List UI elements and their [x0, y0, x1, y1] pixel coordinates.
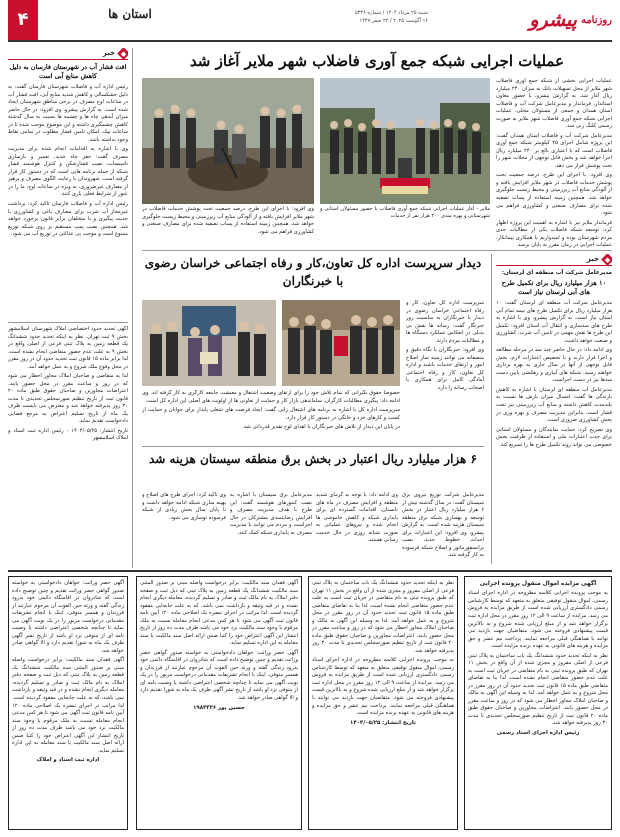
news-diamond-icon	[117, 48, 128, 60]
khorasan-paragraph: در پایان این دیدار از تلاش های خبرنگاران با اهدای لوح تقدیر قدردانی شد.	[242, 424, 400, 431]
ad-auction-body: به موجب پرونده اجرایی کلاسه مطروحه در اداره اجرای اسناد رسمی، اموال منقول توقیفی متعلق به متعهد که توسط کارشناس رسمی دادگستری ارزیابی شده است از طریق مزایده به فروش می رسد. مزایده از ساعت ۹ الی ۱۲ روز مقرر در محل اداره ثبت برگزار خواهد شد و از مبلغ ارزیابی شده شروع و به بالاترین قیمت پیشنهادی فروخته می شود. متقاضیان جهت بازدید می توانند با هماهنگی قبلی مراجعه نمایند. پرداخت نیم عشر و حق مزایده و هزینه های قانونی به عهده برنده مزایده است.	[468, 590, 608, 650]
ad-inheritance-sign: اداره ثبت اسناد و املاک	[36, 757, 100, 764]
side-top-paragraph: رئیس اداره آب و فاضلاب شهرستان فارسان گفت: به دلیل خشکسالی و کاهش شدید منابع آبی، افت فشار آب در ساعات اوج مصرف در برخی مناطق شهرستان ایجاد شده است. به گزارش پیشرو، وی افزود: در حال حاضر میزان آبدهی چاه ها و چشمه ها نسبت به سال گذشته کاهش چشمگیری داشته و این موضوع موجب شده تا در ساعات پیک، امکان تامین فشار مطلوب در تمامی نقاط وجود نداشته باشد.	[8, 84, 128, 143]
lead-photo-caption	[320, 206, 490, 246]
masthead	[0, 0, 620, 42]
news-label-text: خبر	[102, 49, 115, 58]
divider	[8, 322, 128, 323]
side-story-top	[8, 48, 128, 318]
ad-boundary-sign: تاریخ انتشار: ۱۴۰۴/۰۵/۲۵	[350, 719, 416, 726]
ad-inheritance	[8, 576, 128, 830]
ad-auction-sign: رئیس اداره اجرای اسناد رسمی	[496, 729, 580, 736]
logo-text: پیشرو	[529, 9, 577, 32]
sistan-headline[interactable]: ۶ هزار میلیارد ریال اعتبار در بخش برق منطقه سیستان هزینه شد	[149, 452, 477, 466]
sistan-col-1	[402, 492, 484, 564]
side-bottom-paragraph: آگهی تحدید حدود اختصاصی املاک شهرستان اسلامشهر بخش ۹ ثبت تهران. نظر به اینکه تحدید حدود ششدانگ یک قطعه زمین به پلاک ثبتی فرعی از اصلی واقع در بخش ۹ به علت عدم حضور متقاضی انجام نشده است، لذا برابر ماده ۱۵ قانون ثبت تحدید حدود آن در روز مقرر در محل وقوع ملک شروع و به عمل خواهد آمد.	[8, 326, 128, 370]
lead-headline-box	[142, 50, 612, 74]
khorasan-photo-2	[142, 300, 276, 386]
ad-inheritance-body: آگهی حصر وراثت: خواهان دادخواستی به خواسته صدور گواهی حصر وراثت تقدیم و چنین توضیح داده است که شادروان در اقامتگاه دائمی خود بدرود زندگی گفته و ورثه حین الفوت آن مرحوم عبارتند از فرزندان و همسر متوفی. اینک با انجام تشریفات مقدماتی درخواست مزبور را در یک نوبت آگهی می نماید تا چنانچه شخصی اعتراضی داشته یا وصیت نامه ای از متوفی نزد او باشد از تاریخ نشر آگهی ظرف یک ماه به شورا تقدیم دارد و الا گواهی صادر خواهد شد.	[12, 580, 124, 654]
khorasan-paragraph: سرپرست اداره کل تعاون، کار و رفاه اجتماعی خراسان رضوی در دیدار با خبرنگاران به مناسبت روز خبرنگار گفت: رسانه ها نقش بی بدیلی در انعکاس عملکرد دستگاه ها و مطالبات مردم دارند.	[406, 300, 484, 344]
lead-headline[interactable]: عملیات اجرایی شبکه جمع آوری فاضلاب شهر ملایر آغاز شد	[189, 52, 565, 70]
sistan-col-2	[316, 492, 398, 564]
lead-paragraph: فرماندار ملایر نیز با اشاره به اهمیت این پروژه اظهار کرد: توسعه شبکه فاضلاب یکی از مطالبات جدی مردم شهرستان بوده و امیدواریم با همکاری پیمانکار، عملیات اجرایی در زمان مقرر به پایان برسد.	[496, 219, 612, 249]
issue-date-line-2: ۱۶ آگوست ۲۰۲۵ / ۲۲ صفر ۱۴۴۷	[359, 18, 428, 24]
logo-prefix: روزنامه	[580, 14, 612, 26]
lead-paragraph: وی افزود: با اجرای این طرح، درصد جمعیت تحت پوشش خدمات فاضلاب در شهر ملایر افزایش یافته و از آلودگی منابع آب زیرزمینی و محیط زیست جلوگیری خواهد شد. همچنین زمینه استفاده از پساب تصفیه شده برای مصارف صنعتی و کشاورزی فراهم می شود.	[142, 206, 314, 235]
side-bottom-paragraph: لذا به متقاضی و صاحبان املاک مجاور اخطار می شود که در روز و ساعت مقرر در محل حضور یابند. اعتراضات مجاورین و صاحبان حقوق طبق ماده ۲۰ قانون ثبت از تاریخ تنظیم صورتمجلس تحدیدی تا مدت ۳۰ روز پذیرفته خواهد شد و معترض می بایست ظرف یک ماه از تاریخ تسلیم اعتراض به مرجع قضایی دادخواست تقدیم نماید.	[8, 373, 128, 425]
sistan-col-4	[142, 492, 226, 564]
lorestan-paragraph: مدیرعامل آب منطقه ای لرستان با اشاره به کاهش بارندگی ها گفت: امسال میزان بارش ها نسبت به بلندمدت کاهش داشته و منابع آب زیرزمینی نیز تحت فشار است، بنابراین مدیریت مصرف و بهره وری در بخش کشاورزی ضروری است.	[496, 386, 612, 424]
ad-auction-title: آگهی مزایده اموال منقول پرونده اجرایی	[479, 581, 597, 587]
news-label	[496, 254, 612, 266]
ad-lost-deed-body: آگهی فقدان سند مالکیت: برابر درخواست واصله مبنی بر صدور المثنی سند مالکیت ششدانگ یک قطعه زمین به پلاک ثبتی که ذیل ثبت و صفحه دفتر املاک به نام مالک ثبت و صادر و تسلیم گردیده، معامله دیگری انجام نشده و در قید وثیقه و بازداشت نمی باشد، که به علت جابجایی مفقود گردیده است. لذا مراتب در اجرای تبصره یک اصلاحی ماده ۱۲۰ آیین نامه قانون ثبت آگهی می شود تا هر کس مدعی انجام معامله نسبت به ملک مرقوم یا وجود سند مالکیت نزد خود می باشد ظرف مدت ده روز از تاریخ انتشار این آگهی اعتراض خود را کتبا ضمن ارائه اصل سند مالکیت یا سند معامله به این اداره تسلیم نماید.	[140, 580, 298, 647]
side-top-paragraph: رئیس اداره آب و فاضلاب فارسان تاکید کرد: برداشت غیرمجاز آب شرب برای مصارف باغی و کشاورزی با جدیت پیگیری و با متخلفان برابر قانون برخورد خواهد شد. همچنین نصب پمپ مستقیم بر روی شبکه توزیع ممنوع است و موجب بی عدالتی در توزیع آب می شود.	[8, 200, 128, 238]
ad-lost-deed	[136, 576, 302, 830]
lead-body-col-2	[142, 206, 314, 246]
side-bottom-paragraph: تاریخ انتشار: ۱۴۰۴/۰۵/۲۵ - رئیس اداره ثبت اسناد و املاک اسلامشهر	[8, 427, 128, 442]
issue-info	[318, 9, 428, 25]
lead-paragraph: وی افزود: با اجرای این طرح، درصد جمعیت تحت پوشش خدمات فاضلاب در شهر ملایر افزایش یافته و از آلودگی منابع آب زیرزمینی و محیط زیست جلوگیری خواهد شد. همچنین زمینه استفاده از پساب تصفیه شده برای مصارف صنعتی و کشاورزی فراهم می شود.	[496, 172, 612, 217]
section-title: استان ها	[108, 7, 152, 21]
lead-body-col	[496, 78, 612, 250]
khorasan-col-2	[142, 390, 400, 442]
news-label-text: خبر	[586, 255, 599, 264]
khorasan-paragraph: وی افزود: خبرنگاران با نگاه دقیق و منصفانه می توانند زمینه ساز اصلاح امور و ارتقای خدمات باشند و اداره کل تعاون، کار و رفاه اجتماعی آمادگی کامل برای همکاری با اصحاب رسانه را دارد.	[406, 347, 484, 391]
lead-photo	[320, 78, 490, 204]
divider	[142, 446, 484, 447]
lorestan-headline[interactable]: ۱۰ هزار میلیارد ریال برای تکمیل طرح های آبی لرستان نیاز است	[501, 279, 607, 297]
sistan-paragraph: مدیرعامل برق سیستان با اشاره به نصب کنتورهای هوشمند گفت: این طرح با هدف مدیریت مصرف و افزایش رضایتمندی مشترکان در حال اجراست و مردم می توانند با مدیریت مصرف به پایداری شبکه کمک کنند.	[230, 492, 312, 536]
lorestan-paragraph: وی تصریح کرد: حمایت نمایندگان و مسئولان استانی برای جذب اعتبارات ملی و استفاده از ظرفیت بخش خصوصی می تواند روند تکمیل طرح ها را تسریع کند.	[496, 426, 612, 448]
ad-inheritance-body-2: آگهی فقدان سند مالکیت: برابر درخواست واصله مبنی بر صدور المثنی سند مالکیت ششدانگ یک قطعه زمین به پلاک ثبتی که ذیل ثبت و صفحه دفتر املاک به نام مالک ثبت و صادر و تسلیم گردیده، معامله دیگری انجام نشده و در قید وثیقه و بازداشت نمی باشد، که به علت جابجایی مفقود گردیده است. لذا مراتب در اجرای تبصره یک اصلاحی ماده ۱۲۰ آیین نامه قانون ثبت آگهی می شود تا هر کس مدعی انجام معامله نسبت به ملک مرقوم یا وجود سند مالکیت نزد خود می باشد ظرف مدت ده روز از تاریخ انتشار این آگهی اعتراض خود را کتبا ضمن ارائه اصل سند مالکیت یا سند معامله به این اداره تسلیم نماید.	[12, 657, 124, 754]
news-diamond-icon	[601, 254, 612, 266]
news-label	[8, 48, 128, 60]
ad-auction	[464, 576, 612, 830]
khorasan-headline-box	[142, 254, 484, 298]
page-number: ۴	[8, 0, 38, 40]
lorestan-paragraph: مدیرعامل شرکت آب منطقه ای لرستان گفت: ۱۰ هزار میلیارد ریال برای تکمیل طرح های نیمه تمام آبی استان نیاز است. به گزارش پیشرو، وی با اشاره به طرح های سدسازی و انتقال آب استان افزود: تکمیل این طرح ها نقش مهمی در تامین آب شرب، کشاورزی و صنعت خواهد داشت.	[496, 300, 612, 344]
khorasan-col-1	[406, 300, 484, 440]
khorasan-paragraph: سرپرست اداره کل با اشاره به برنامه های اشتغال زایی گفت: ایجاد فرصت های شغلی پایدار برای جوانان و حمایت از کسب و کارهای خرد و خانگی در دستور کار قرار دارد.	[142, 407, 400, 421]
lorestan-paragraph: وی ادامه داد: در حال حاضر چند سد در مرحله مطالعه و اجرا قرار دارند و با تخصیص اعتبارات لازم، بخش قابل توجهی از آنها در سال جاری به بهره برداری خواهند رسید. شبکه های آبیاری و زهکشی پایین دست سدها نیز در دست اجراست.	[496, 347, 612, 384]
side-top-headline[interactable]: افت فشار آب در شهرستان فارسان به دلیل کاهش منابع آبی است	[9, 63, 127, 80]
lead-paragraph: مدیرعامل شرکت آب و فاضلاب استان همدان گفت: این پروژه شامل اجرای ۲۵ کیلومتر شبکه جمع آوری فاضلاب است که با اعتباری بالغ بر ۲۴۰ میلیارد ریال اجرا خواهد شد و بخش قابل توجهی از محلات شهر را تحت پوشش قرار می دهد.	[496, 132, 612, 169]
sistan-headline-box	[142, 450, 484, 490]
ad-boundary-body-2: به موجب پرونده اجرایی کلاسه مطروحه در اداره اجرای اسناد رسمی، اموال منقول توقیفی متعلق به متعهد که توسط کارشناس رسمی دادگستری ارزیابی شده است از طریق مزایده به فروش می رسد. مزایده از ساعت ۹ الی ۱۲ روز مقرر در محل اداره ثبت برگزار خواهد شد و از مبلغ ارزیابی شده شروع و به بالاترین قیمت پیشنهادی فروخته می شود. متقاضیان جهت بازدید می توانند با هماهنگی قبلی مراجعه نمایند. پرداخت نیم عشر و حق مزایده و هزینه های قانونی به عهده برنده مزایده است.	[312, 657, 454, 717]
ad-boundary-body: نظر به اینکه تحدید حدود ششدانگ یک باب ساختمان به پلاک ثبتی فرعی از اصلی مفروز و مجزی شده از آن واقع در بخش ۱۱ تهران که طبق پرونده ثبتی به نام متقاضی در جریان ثبت است به علت عدم حضور متقاضی انجام نشده است، لذا بنا به تقاضای متقاضی طبق ماده ۱۵ قانون ثبت تحدید حدود آن در روز مقرر در محل شروع و به عمل خواهد آمد. لذا به وسیله این آگهی به مالک و صاحبان املاک مجاور اخطار می شود که در روز و ساعت مقرر در محل حضور یابند. اعتراضات مجاورین و صاحبان حقوق طبق ماده ۲۰ قانون ثبت از تاریخ تنظیم صورتمجلس تحدیدی تا مدت ۳۰ روز پذیرفته خواهد شد.	[312, 580, 454, 654]
ad-auction-body-2: نظر به اینکه تحدید حدود ششدانگ یک باب ساختمان به پلاک ثبتی فرعی از اصلی مفروز و مجزی شده از آن واقع در بخش ۱۱ تهران که طبق پرونده ثبتی به نام متقاضی در جریان ثبت است به علت عدم حضور متقاضی انجام نشده است، لذا بنا به تقاضای متقاضی طبق ماده ۱۵ قانون ثبت تحدید حدود آن در روز مقرر در محل شروع و به عمل خواهد آمد. لذا به وسیله این آگهی به مالک و صاحبان املاک مجاور اخطار می شود که در روز و ساعت مقرر در محل حضور یابند. اعتراضات مجاورین و صاحبان حقوق طبق ماده ۲۰ قانون ثبت از تاریخ تنظیم صورتمجلس تحدیدی تا مدت ۳۰ روز پذیرفته خواهد شد.	[468, 652, 608, 727]
lorestan-story	[496, 254, 612, 564]
lead-photo-2	[142, 78, 314, 204]
khorasan-photo	[282, 300, 400, 386]
lead-paragraph: عملیات اجرایی بخشی از شبکه جمع آوری فاضلاب شهر ملایر از محل تسهیلات بانک به میزان ۲۴۰ میلیارد ریال آغاز شد. به گزارش پیشرو، با حضور معاون استاندار، فرماندار و مدیرعامل شرکت آب و فاضلاب استان همدان و جمعی از مسئولان محلی، عملیات اجرایی شبکه جمع آوری فاضلاب شهر ملایر به صورت رسمی کلنگ زنی شد.	[496, 78, 612, 130]
sistan-col-3	[230, 492, 312, 564]
sistan-paragraph: وی تاکید کرد: اجرای طرح های اصلاح و بهینه سازی شبکه ادامه خواهد داشت و تا پایان سال بخش زیادی از شبکه فرسوده نوسازی می شود.	[142, 492, 226, 521]
sistan-paragraph: وی ادامه داد: با توجه به گرمای شدید منطقه و افزایش مصرف در ماه های تابستان، اقدامات گسترده ای برای پایداری شبکه و کاهش خاموشی ها انجام شده و نیروهای عملیاتی به صورت شبانه روزی در حال خدمت رسانی هستند.	[316, 492, 398, 544]
lorestan-kicker: مدیرعامل شرکت آب منطقه ای لرستان:	[501, 270, 612, 276]
column-divider	[132, 48, 133, 568]
side-story-bottom	[8, 326, 128, 566]
side-top-paragraph: وی با اشاره به اقدامات انجام شده برای مدیریت مصرف گفت: حفر چاه جدید، تعمیر و بازسازی تاسیسات، نصب فشارشکن و کنترل هوشمند فشار شبکه از جمله برنامه هایی است که در دستور کار قرار گرفته است. شهروندان با رعایت الگوی مصرف و پرهیز از مصارف غیرضروری، به ویژه در ساعات اوج، ما را در عبور از شرایط فعلی یاری کنند.	[8, 146, 128, 198]
khorasan-paragraph: خصوصا حقوق بگیرانی که تمام تلاش خود را برای ارتقای وضعیت اشتغال و معیشت جامعه کارگری به کار گرفته اند. وی ادامه داد: پیگیری مطالبات کارگران، ساماندهی بازار کار و حمایت از تعاونی ها از اولویت های اصلی این اداره کل است.	[142, 390, 400, 404]
column-divider	[491, 254, 492, 564]
issue-date-line: شنبه ۲۵ مرداد ۱۴۰۴ / شماره ۵۳۳۶	[355, 10, 428, 16]
ad-lost-deed-body-2: آگهی حصر وراثت: خواهان دادخواستی به خواسته صدور گواهی حصر وراثت تقدیم و چنین توضیح داده است که شادروان در اقامتگاه دائمی خود بدرود زندگی گفته و ورثه حین الفوت آن مرحوم عبارتند از فرزندان و همسر متوفی. اینک با انجام تشریفات مقدماتی درخواست مزبور را در یک نوبت آگهی می نماید تا چنانچه شخصی اعتراضی داشته یا وصیت نامه ای از متوفی نزد او باشد از تاریخ نشر آگهی ظرف یک ماه به شورا تقدیم دارد و الا گواهی صادر خواهد شد.	[140, 649, 298, 701]
ad-lost-deed-sign: حسین پور ۱۹۸۴۳۳۶	[193, 704, 245, 711]
sistan-paragraph: مدیرعامل شرکت توزیع نیروی برق سیستان گفت: در سال گذشته بیش از ۶ هزار میلیارد ریال اعتبار در بخش توسعه و بهسازی شبکه برق منطقه سیستان هزینه شده است. به گزارش پیشرو، وی افزود: این اعتبارات برای احداث خطوط جدید، نصب ترانسفورماتور و اصلاح شبکه فرسوده به کار گرفته شد.	[402, 492, 484, 559]
masthead-divider	[8, 40, 612, 42]
khorasan-headline[interactable]: دیدار سرپرست اداره کل تعاون،کار و رفاه اجتماعی خراسان رضوی با خبرنگاران	[144, 256, 482, 288]
lead-caption-text: ملایر - آغاز عملیات اجرایی شبکه جمع آوری فاضلاب با حضور مسئولان استانی و شهرستانی و بهره مندی ۲۰۰ هزار نفر از خدمات	[320, 206, 490, 220]
ads-divider	[8, 570, 612, 572]
ad-boundary	[308, 576, 458, 830]
newspaper-logo[interactable]	[432, 4, 612, 38]
divider	[142, 250, 612, 251]
